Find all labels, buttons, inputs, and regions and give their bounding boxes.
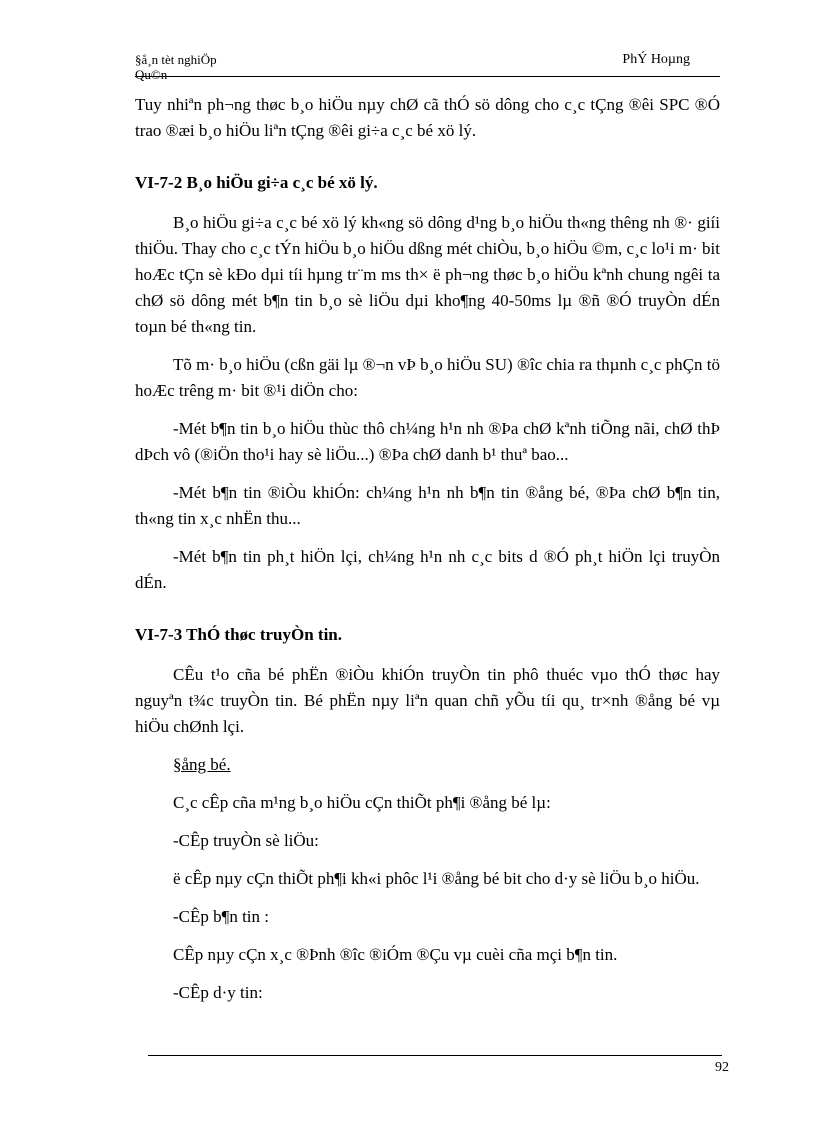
paragraph: -Mét b¶n tin ph¸t hiÖn lçi, ch¼ng h¹n nh c¸c bits d ®Ó ph¸t hiÖn lçi truyÒn dÉn. bbox=[135, 547, 720, 592]
text-line: -CÊp d·y tin: bbox=[173, 983, 263, 1002]
section-heading: VI-7-3 ThÓ thøc truyÒn tin. bbox=[135, 625, 343, 644]
header-author: PhÝ Hoµng bbox=[622, 52, 690, 67]
text-line: CÊp nµy cÇn x¸c ®Þnh ®îc ®iÓm ®Çu vµ cuèi cña mçi b¶n tin. bbox=[173, 945, 618, 964]
footer-rule bbox=[148, 1055, 722, 1056]
paragraph: CÊu t¹o cña bé phËn ®iÒu khiÓn truyÒn tin phô thuéc vµo thÓ thøc hay nguyªn t¾c truyÒn tin. Bé phËn nµy liªn quan chñ yÕu tíi qu¸ tr×nh ®ång bé vµ hiÖu chØnh lçi. bbox=[135, 665, 720, 736]
document-body bbox=[135, 92, 720, 1018]
paragraph: -Mét b¶n tin b¸o hiÖu thùc thô ch¼ng h¹n nh ®Þa chØ kªnh tiÕng nãi, chØ thÞ dÞch vô (®iÖn tho¹i hay sè liÖu...) ®Þa chØ danh b¹ thuª bao... bbox=[135, 419, 720, 464]
header-left bbox=[135, 52, 217, 82]
paragraph: B¸o hiÖu gi÷a c¸c bé xö lý kh«ng sö dông d¹ng b¸o hiÖu th«ng thêng nh ®· giíi thiÖu. Thay cho c¸c tÝn hiÖu b¸o hiÖu dßng mét chiÒu, b¸o hiÖu ©m, c¸c lo¹i m· bit hoÆc tÇn sè kÐo dµi tíi hµng tr¨m ms th× ë ph¬ng thøc b¸o hiÖu kªnh chung ngêi ta chØ sö dông mét b¶n tin b¸o sè liÖu dµi kho¶ng 40-50ms lµ ®ñ ®Ó truyÒn dÉn toµn bé th«ng tin. bbox=[135, 213, 720, 336]
text-line: C¸c cÊp cña m¹ng b¸o hiÖu cÇn thiÕt ph¶i ®ång bé lµ: bbox=[173, 793, 551, 812]
paragraph: -Mét b¶n tin ®iÒu khiÓn: ch¼ng h¹n nh b¶n tin ®ång bé, ®Þa chØ b¶n tin, th«ng tin x¸c nhËn thu... bbox=[135, 483, 720, 528]
subsection-heading: §ång bé. bbox=[173, 755, 231, 774]
text-line: -CÊp b¶n tin : bbox=[173, 907, 270, 926]
page-header bbox=[135, 48, 720, 80]
text-line: -CÊp truyÒn sè liÖu: bbox=[173, 831, 319, 850]
paragraph: Tuy nhiªn ph¬ng thøc b¸o hiÖu nµy chØ cã thÓ sö dông cho c¸c tÇng ®êi SPC ®Ó trao ®æi b¸o hiÖu liªn tÇng ®êi gi÷a c¸c bé xö lý. bbox=[135, 95, 720, 140]
section-heading: VI-7-2 B¸o hiÖu gi÷a c¸c bé xö lý. bbox=[135, 173, 378, 192]
page-number: 92 bbox=[715, 1060, 729, 1075]
paragraph: ë cÊp nµy cÇn thiÕt ph¶i kh«i phôc l¹i ®ång bé bit cho d·y sè liÖu b¸o hiÖu. bbox=[173, 869, 700, 888]
header-thesis-title-cont: Qu©n bbox=[135, 67, 168, 82]
header-thesis-title: §å¸n tèt nghiÖp bbox=[135, 52, 217, 67]
paragraph: Tõ m· b¸o hiÖu (cßn gäi lµ ®¬n vÞ b¸o hiÖu SU) ®îc chia ra thµnh c¸c phÇn tö hoÆc trêng m· bit ®¹i diÖn cho: bbox=[135, 355, 720, 400]
header-rule bbox=[135, 76, 720, 77]
